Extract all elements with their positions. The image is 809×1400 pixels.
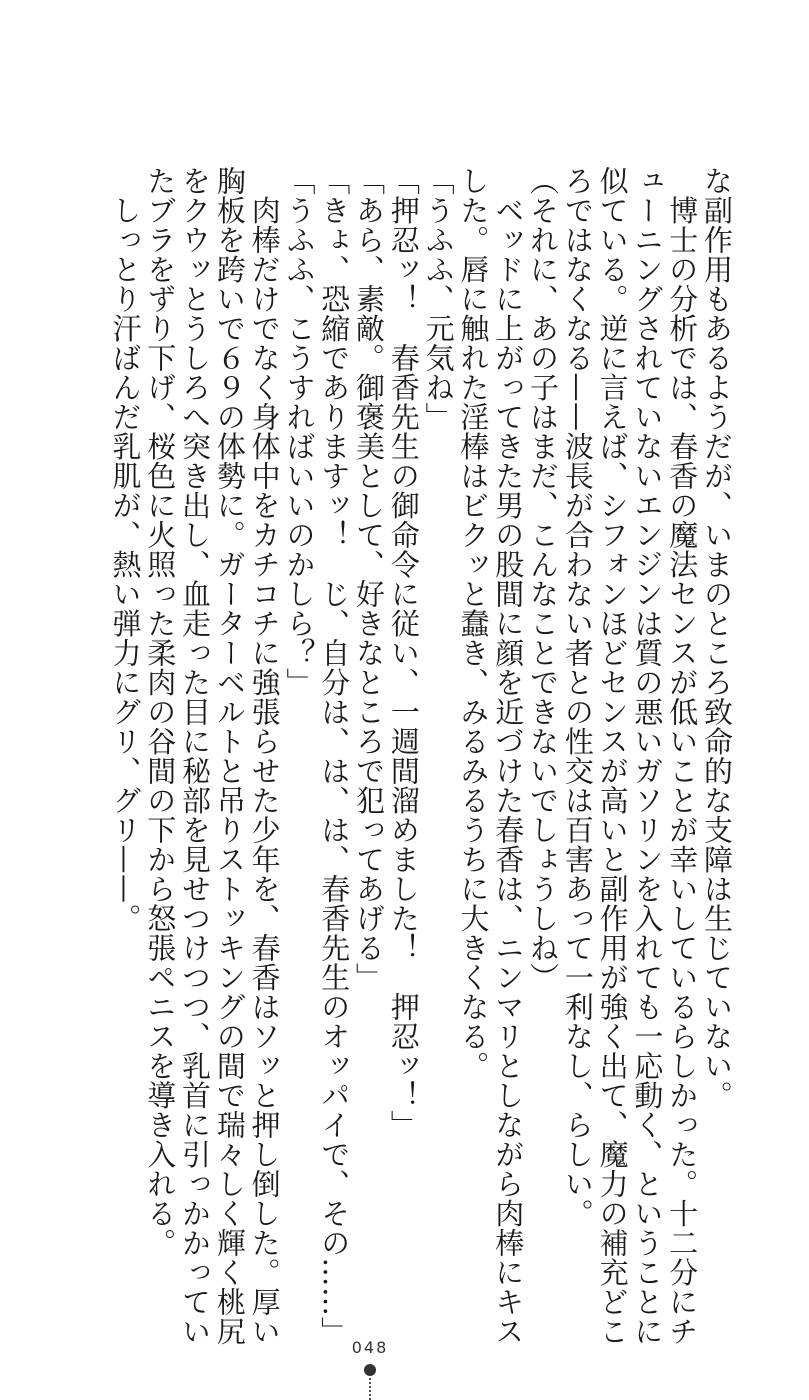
text-line-5: ろではなくなる——波長が合わない者との性交は百害あって一利なし、らしい。 — [560, 166, 595, 1228]
body-text — [108, 166, 734, 1346]
text-line-3: ューニングされていないエンジンは質の悪いガソリンを入れても一応動く、ということに — [630, 166, 665, 1346]
text-line-6: （それに、あの子はまだ、こんなことできないでしょうしね） — [526, 166, 561, 992]
text-line-2: 博士の分析では、春香の魔法センスが低いことが幸いしているらしかった。十二分にチ — [665, 166, 700, 1346]
text-line-10: 「押忍ッ！ 春香先生の御命令に従い、一週間溜めました！ 押忍ッ！」 — [386, 166, 421, 1140]
text-line-14: 肉棒だけでなく身体中をカチコチに強張らせた少年を、春香はソッと押し倒した。厚い — [247, 166, 282, 1346]
page-number: 048 — [351, 1338, 389, 1357]
text-line-13: 「うふふ、こうすればいいのかしら？」 — [282, 166, 317, 697]
text-line-18: しっとり汗ばんだ乳肌が、熱い弾力にグリ、グリ——。 — [108, 166, 143, 933]
page-marker-dot — [364, 1364, 376, 1376]
text-line-1: な副作用もあるようだが、いまのところ致命的な支障は生じていない。 — [700, 166, 734, 1110]
text-line-4: 似ている。逆に言えば、シフォンほどセンスが高いと副作用が強く出て、魔力の補充どこ — [595, 166, 630, 1346]
text-line-11: 「あら、素敵。御褒美として、好きなところで犯ってあげる」 — [352, 166, 387, 992]
text-line-9: 「うふふ、元気ね」 — [421, 166, 456, 432]
text-line-17: たブラをずり下げ、桜色に火照った柔肉の谷間の下から怒張ペニスを導き入れる。 — [143, 166, 178, 1258]
page-marker-leader — [369, 1378, 371, 1400]
text-line-15: 胸板を跨いで６９の体勢に。ガーターベルトと吊りストッキングの間で瑞々しく輝く桃尻 — [212, 166, 247, 1346]
text-line-8: した。唇に触れた淫棒はビクッと蠢き、みるみるうちに大きくなる。 — [456, 166, 491, 1081]
text-line-16: をクウッとうしろへ突き出し、血走った目に秘部を見せつけつつ、乳首に引っかかってい — [178, 166, 213, 1346]
text-line-7: ベッドに上がってきた男の股間に顔を近づけた春香は、ニンマリとしながら肉棒にキス — [491, 166, 526, 1346]
text-line-12: 「きょ、恐縮でありますッ！ じ、自分は、は、は、春香先生のオッパイで、その……」 — [317, 166, 352, 1346]
